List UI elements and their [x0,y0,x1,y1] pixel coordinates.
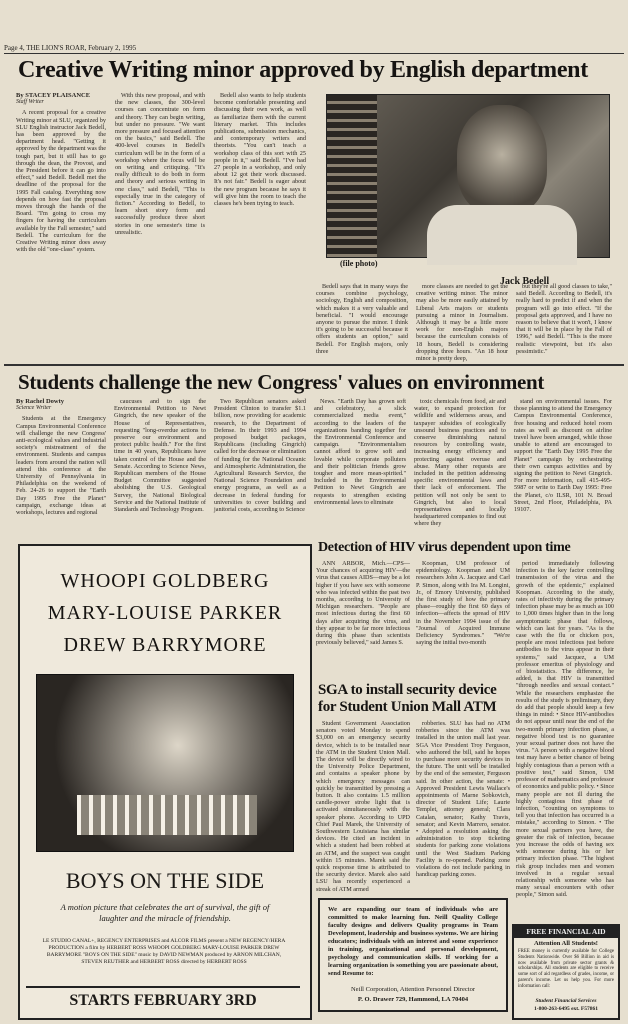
neill-ad-address-1: Neill Corporation, Attention Personnel Director [350,986,476,993]
story4-column-2 [416,720,510,890]
story1-column-1 [16,92,106,332]
actor-name-3: DREW BARRYMORE [63,634,267,656]
story4-headline: SGA to install security device for Student Union Mall ATM [318,682,497,715]
story2-column-2 [114,398,206,538]
story1-byline: By STACEY PLAISANCE [16,92,91,99]
story2-col2-text: caucuses and to sign the Environmental Petition to Newt Gingrich, the new speaker of the House of Representatives, requesting "long-overdue actions to preserve our environment and protect public health." For the first time in 40 years, Republicans have taken control of the House and the Senate. According to Science News, Republican members of the House Budget Committee suggested abolishing the U.S. Geological Survey, the National Biological Service and the National Institute of Standards and Technology Program. [114,398,206,514]
story2-column-5 [414,398,506,538]
story2-byline-role: Science Writer [16,405,52,412]
story2-column-6 [514,398,612,538]
actor-name-1: WHOOPI GOLDBERG [60,570,270,592]
story1-col4-text: Bedell says that in many ways the courses combine psychology, sociology, English and composition, which makes it a very valuable and beneficial. "I would encourage anyone to pursue the minor. I think it's going to be successful because it offers students an option," said Bedell. For English majors, only three [316,283,408,355]
page-header: Page 4, THE LION'S ROAR, February 2, 1995 [4,44,624,54]
story3-column-2 [416,560,510,676]
neill-employment-ad [318,898,508,1012]
financial-aid-title: FREE FINANCIAL AID [514,926,618,938]
movie-still-image [36,674,294,852]
story1-column-3 [214,92,306,342]
story1-col5-text: more classes are needed to get the creative writing minor. The minor may also be more easily attained by Liberal Arts majors or students pursuing a minor in Journalism. Although it may be a little more work for non-English majors because the curriculum consists of 18 hours, Bedell is considering dropping three hours. "An 18 hour minor is pretty deep, [416,283,508,363]
financial-aid-org: Student Financial Services [535,998,597,1004]
portrait-shirt-graphic [427,205,577,265]
story2-col1-text: Students at the Emergency Campus Environmental Conference will challenge the new Congress' anti-ecological values and industrial society's mistreatment of the environment. Students and campus leaders from around the nation will attend this conference at the University of Pennsylvania in Philadelphia on the weekend of Feb. 24-26 to support the "Earth Day 1995 Free the Planet" campaign, exchange ideas at workshops, lectures and regional [16,415,106,517]
story2-byline: By Rachel Dowty [16,398,65,405]
movie-credits: LE STUDIO CANAL+, REGENCY ENTERPRISES and ALCOR FILMS present a NEW REGENCY/HERA PRODUCTION a film by HERBERT ROSS WHOOPI GOLDBERG MARY-LOUISE PARKER DREW BARRYMORE "BOYS ON THE SIDE" music by DAVID NEWMAN produced by ARNON MILCHAN, STEVEN REUTHER and HERBERT ROSS directed by HERBERT ROSS [42,938,286,965]
neill-ad-text: We are expanding our team of individuals who are committed to make learning fun. Neill Quality College faculty designs and delivers Quality programs in Team Development, leadership and business systems. We are hiring educators; individuals with an interest and some experience in training, organizational and personal development, psychology and communication skills. If working for a learning organization is something you are passionate about, send Resume to: [328,906,498,977]
story1-col2-text: With this new proposal, and with the new classes, the 300-level courses can concentrate on form and theory. They can begin writing, but under no pressure. "We want more pressure and focused attention on the basics," said Bedell. The 400-level courses in Bedell's curriculum will be in the form of a workshop where the focus will be on writing and critiquing. "It's really difficult to do both in form and theory and serious writing in one class," said Bedell, "This is especially true in the category of fiction." According to Bedell, to learn short story form and successfully produce three short stories in one semester's time is unrealistic. [115,92,205,236]
financial-aid-ad [512,924,620,1020]
story2-col4-text: News. "Earth Day has grown soft and celebratory, a slick commercialized media event," according to the leaders of the organizations banding together for the Environmental Conference and campaign. "Environmentalism cannot afford to grow soft and lovable while corporate polluters and their politician friends grow tougher and more mean-spirited." Included in the Environmental Petition to Newt Gingrich are requests to strengthen existing environmental laws to eliminate [314,398,406,506]
story1-col6-text: but they're all good classes to take," said Bedell. According to Bedell, it's really hard to predict if and when the program will go into effect. "If the proposal gets approved, and I have no reason to believe that it won't, I know that it will be in place by the Fall of 1996," said Bedell. "This is the more realistic viewpoint, but it's also pessimistic." [516,283,612,355]
bookshelf-graphic [327,95,377,257]
story2-col5-text: toxic chemicals from food, air and water, to expand protection for wildlife and wilderness areas, and taxpayer subsidies of ecologically unsound business practices and to conserve diminishing natural resources by controlling waste, increasing energy efficiency and protecting against overuse and abuse. Many other requests are included in the petition addressing specific environmental laws and their lack of enforcement. The petition will not only be sent to Gingrich, but also to local representatives and locally headquartered companies to find out where they [414,398,506,528]
portrait-face-graphic [457,105,547,215]
story1-column-5 [416,283,508,363]
movie-ad [18,544,312,1020]
story1-byline-role: Staff Writer [16,99,44,106]
neill-ad-address-2: P. O. Drawer 729, Hammond, LA 70404 [357,996,469,1003]
story1-column-4 [316,283,408,358]
financial-aid-phone: 1-800-263-6495 ext. F57861 [533,1006,598,1012]
story3-col1-text: ANN ARBOR, Mich.—CPS—Your chances of acquiring HIV—the virus that causes AIDS—may be a lot higher if you have sex with someone who was infected within the past two months, according to University of Michigan researchers. "People are most infectious during the first 60 days after acquiring the virus, and they appear to be far more infectious during this phase than scientists previously believed," said James S. [316,560,410,647]
story2-col3-text: Two Republican senators asked President Clinton to transfer $1.1 billion, now providing for academic research, to the Department of Defense. In their 1993 and 1994 proposed budget packages, Republicans (including Gingrich) called for the decrease or elimination of funding for the National Oceanic and Atmospheric Administration, the Agricultural Research Service, the National Science Foundation and energy programs, as well as a decrease in federal funding for universities to cover building and janitorial costs, according to Science [214,398,306,514]
story2-column-1 [16,398,106,538]
story4-column-1 [316,720,410,893]
story3-col3-text: period immediately following infection is the key factor controlling transmission of the virus and the growth of the epidemic," explained Koopman. According to the study, rates of infectivity during the primary infection phase may be as much as 100 to 1,000 times higher than in the long asymptomatic phase that follows, which can last for years. "As is the case with the flu or chicken pox, people are most infectious just before antibodies to the virus appear in their systems," said Jacquez, a UM professor emeritus of physiology and of biostatistics. The difference, he added, is that HIV is transmitted "through needles and sexual contact." While the researchers emphasize the results of the study is preliminary, they do add that people should keep a few things in mind: • Since HIV-antibodies do not appear until near the end of the two-month primary infection phase, a negative blood test is no guarantee your sexual partner does not have the virus. "A person with a negative blood test may have a better chance of being highly contagious than a person with a positive test," said Simon, UM professor of mathematics and professor of economics and public policy. • Since many people are not ill during the highly contagious first phase of infection, "counting on symptoms to tell you that infection has occurred is a mistake," according to Simon. • The more sexual partners you have, the greater the risk of infection, because you increase the odds of having sex with someone during his or her primary infection phase. "The highest risk group includes men and women involved in a regular sexual relationship with someone who has many sexual encounters with other people," Simon said. [516,560,614,899]
story1-column-2 [115,92,205,342]
financial-aid-subtitle: Attention All Students! [534,940,598,947]
story3-column-1 [316,560,410,676]
story2-column-4 [314,398,406,538]
story3-column-3 [516,560,614,920]
story2-headline: Students challenge the new Congress' values on environment [18,370,545,394]
photo-caption: Jack Bedell [500,276,550,287]
photo-credit: (file photo) [340,259,378,268]
story2-col6-text: stand on environmental issues. For those planning to attend the Emergency Campus Environmental Conference, free housing and reduced hotel room rates as well as discount on airline travel have been arranged, while those unable to attend are encouraged to support the "Earth Day 1995 Free the Planet" campaign by orchestrating their own campus activities and by signing the petition to Newt Gingrich. For more information, call 415-495-5987 or write to Earth Day 1995: Free the Planet, c/o ILSR, 101 N. Broad Street, 2nd Floor, Philadelphia, PA 19107. [514,398,612,514]
movie-tagline: A motion picture that celebrates the art of survival, the gift of laughter and the miracle of friendship. [60,902,270,923]
story1-col3-text: Bedell also wants to help students become comfortable presenting and discussing their own work, as well as familiarize them with the current literary market. This includes publications, submission mechanics, and contemporary writers and theorists. "You can't teach a workshop class of this sort with 25 people in it," said Bedell. "I've had 27 people in a workshop, and only about 12 got their work discussed. It's not fair." Bedell is eager about the new program because he says it will give him the room to teach the classes he's been trying to teach. [214,92,306,208]
story2-column-3 [214,398,306,538]
story1-headline: Creative Writing minor approved by English department [18,57,588,83]
jack-bedell-photo [326,94,610,258]
story1-column-6 [516,283,612,358]
story3-headline: Detection of HIV virus dependent upon time [318,540,571,555]
movie-title: BOYS ON THE SIDE [65,868,265,893]
story4-col2-text: robberies. SLU has had no ATM robberies since the ATM was installed in the union mall last year. SGA Vice President Troy Ferguson, who authored the bill, said he hopes to purchase more security devices in the future. The unit will be installed by the end of the semester, Ferguson said. In other action, the senate: • Approved President Lewis Wallace's appointments of Marne Sobkovich, director of Student Life; Laurie Templet, attorney general; Clara Catalan, senator; Kathy Travis, senator; and Kevin Marrero, senator. • Adopted a resolution asking the administration to stop ticketing students for parking zone violations until the West Stadium Parking Facility is re-opened. Parking zone violations do not include parking in handicap parking zones. [416,720,510,879]
birthday-cake-graphic [77,795,257,835]
story4-col1-text: Student Government Association senators voted Monday to spend $3,000 on an emergency security device, which is to be installed near the ATM in the Student Union Mall. The device will be directly wired to the University Police Department, and contains a speaker phone by which emergency messages can quickly be transmitted by pressing a button. It also contains 1.5 million candle-power strobe light that is activated simultaneously with the speaker phone. According to UPD Chief Paul Marek, the University of Southwestern Louisiana has similar devices. He cited an incident in which a student had been robbed at an ATM, and the suspect was caught within 15 minutes. Marek said the quick response time is attributed to the security device. Marek also said LSU has recently experienced a streak of ATM armed [316,720,410,893]
story1-col1-text: A recent proposal for a creative Writing minor at SLU, organized by SLU English instructor Jack Bedell, has been approved by the department head. "Getting it approved by the department was the tough part, but it still has to go through the dean, the Provost, and the President before it can go into effect," said Bedell. Bedell met the deadline of the proposal for the 1995 Fall catalog. Everything now depends on how fast the proposal moves through the hands of the Board. "I'm going to cross my fingers for having the curriculum available by the Fall semester," said Bedell. The curriculum for the Creative Writing minor does away with the old "one-class" system. [16,109,106,254]
actor-name-2: MARY-LOUISE PARKER [47,602,283,624]
movie-starts-date: STARTS FEBRUARY 3RD [26,986,300,1014]
section-divider [4,364,624,366]
financial-aid-text: FREE money is currently available for College Students Nationwide. Over $6 Billion in aid is now available from private sector grants & scholarships. All students are eligible to receive some sort of aid regardless of grades, income, or parent's income. Let us help you. For more information call: [518,949,614,989]
story3-col2-text: Koopman, UM professor of epidemiology. Koopman and UM researchers John A. Jacquez and Carl P. Simon, along with Ira M. Longini, Jr., of Emory University, published the first study of how the primary phase—roughly the first 60 days of infection—affects the spread of HIV in the November 1994 issue of the "Journal of Acquired Immune Deficiency Syndromes." "We're saying the initial two-month [416,560,510,647]
